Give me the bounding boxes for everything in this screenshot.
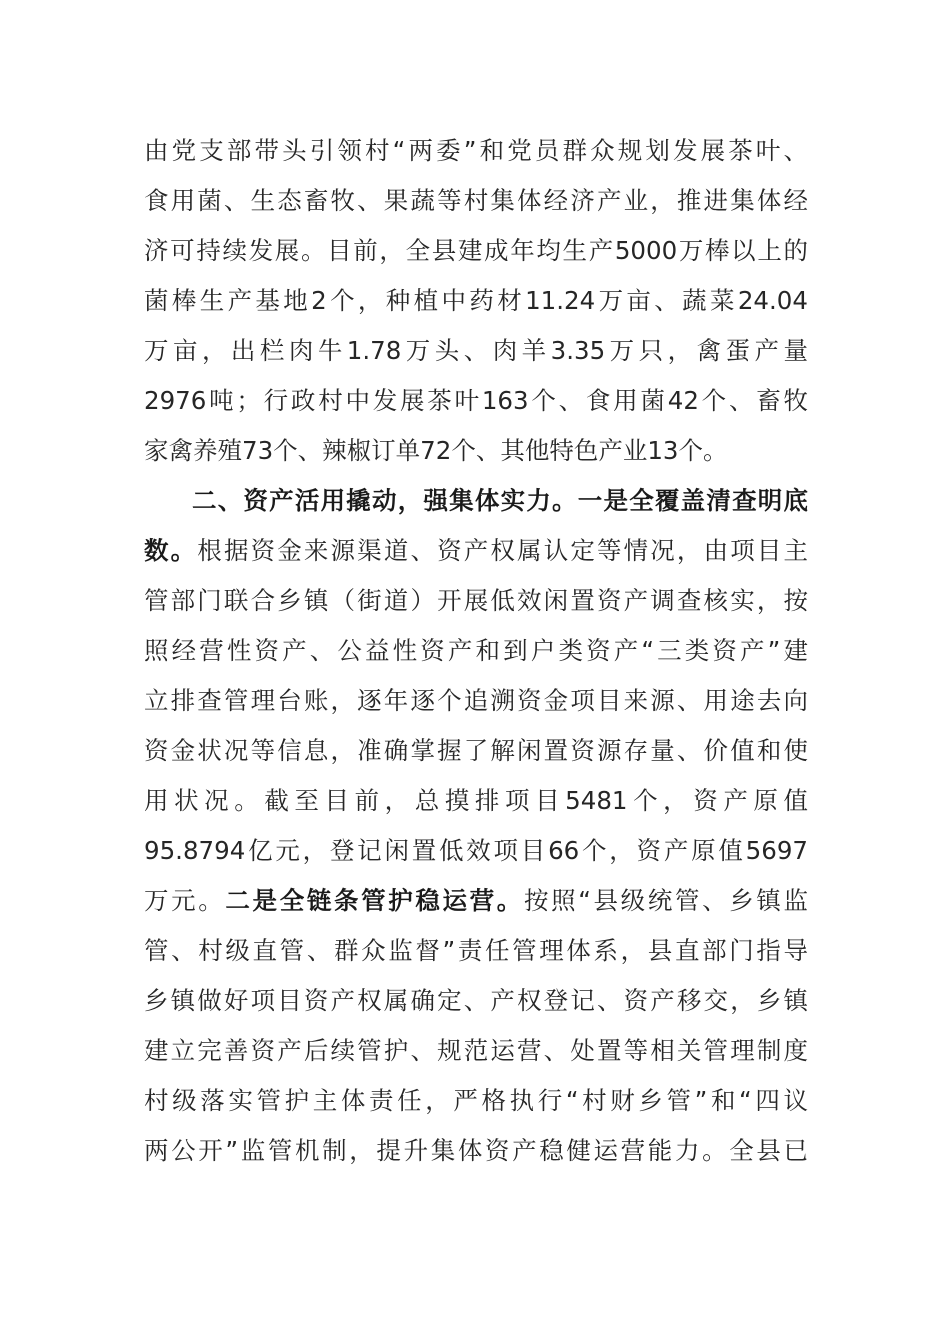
text-segment: 按照“县级统管、乡镇监	[523, 886, 808, 915]
text-segment: 资金状况等信息，准确掌握了解闲置资源存量、价值和使	[144, 736, 808, 765]
bold-text-segment: 数。	[144, 536, 198, 565]
paragraph-line	[144, 576, 808, 626]
text-segment: 建立完善资产后续管护、规范运营、处置等相关管理制度	[144, 1036, 808, 1065]
bold-text-segment: 二是全链条管护稳运营。	[225, 886, 524, 915]
text-segment: 乡镇做好项目资产权属确定、产权登记、资产移交，乡镇	[144, 986, 808, 1015]
text-segment: 95.8794亿元，登记闲置低效项目66个，资产原值5697	[144, 836, 808, 865]
paragraph-line	[144, 226, 808, 276]
text-segment: 2976吨；行政村中发展茶叶163个、食用菌42个、畜牧	[144, 386, 808, 415]
paragraph-line	[144, 326, 808, 376]
text-segment: 照经营性资产、公益性资产和到户类资产“三类资产”建	[144, 636, 808, 665]
paragraph-line	[144, 776, 808, 826]
paragraph-line	[144, 1126, 808, 1176]
text-segment: 家禽养殖73个、辣椒订单72个、其他特色产业13个。	[144, 436, 728, 465]
paragraph-line	[144, 976, 808, 1026]
text-segment: 村级落实管护主体责任，严格执行“村财乡管”和“四议	[144, 1086, 808, 1115]
paragraph-line	[144, 426, 808, 476]
text-segment: 济可持续发展。目前，全县建成年均生产5000万棒以上的	[144, 236, 808, 265]
paragraph-line	[144, 676, 808, 726]
text-segment: 食用菌、生态畜牧、果蔬等村集体经济产业，推进集体经	[144, 186, 808, 215]
paragraph-line	[144, 126, 808, 176]
paragraph-line	[144, 476, 808, 526]
paragraph-line	[144, 276, 808, 326]
paragraph-line	[144, 826, 808, 876]
bold-text-segment: 二、资产活用撬动，强集体实力。一是全覆盖清查明底	[192, 486, 808, 515]
text-segment: 万元。	[144, 886, 226, 915]
paragraph-line	[144, 926, 808, 976]
text-segment: 根据资金来源渠道、资产权属认定等情况，由项目主	[197, 536, 808, 565]
document-page	[144, 126, 808, 1176]
text-segment: 管、村级直管、群众监督”责任管理体系，县直部门指导	[144, 936, 808, 965]
text-segment: 由党支部带头引领村“两委”和党员群众规划发展茶叶、	[144, 136, 808, 165]
text-segment: 立排查管理台账，逐年逐个追溯资金项目来源、用途去向	[144, 686, 808, 715]
paragraph-line	[144, 626, 808, 676]
text-segment: 管部门联合乡镇（街道）开展低效闲置资产调查核实，按	[144, 586, 808, 615]
paragraph-line	[144, 1076, 808, 1126]
paragraph-line	[144, 876, 808, 926]
paragraph-line	[144, 526, 808, 576]
text-segment: 用状况。截至目前，总摸排项目5481个，资产原值	[144, 786, 808, 815]
paragraph-line	[144, 376, 808, 426]
paragraph-line	[144, 1026, 808, 1076]
paragraph-line	[144, 726, 808, 776]
paragraph-line	[144, 176, 808, 226]
text-segment: 菌棒生产基地2个，种植中药材11.24万亩、蔬菜24.04	[144, 286, 808, 315]
text-segment: 两公开”监管机制，提升集体资产稳健运营能力。全县已	[144, 1136, 808, 1165]
text-segment: 万亩，出栏肉牛1.78万头、肉羊3.35万只，禽蛋产量	[144, 336, 808, 365]
